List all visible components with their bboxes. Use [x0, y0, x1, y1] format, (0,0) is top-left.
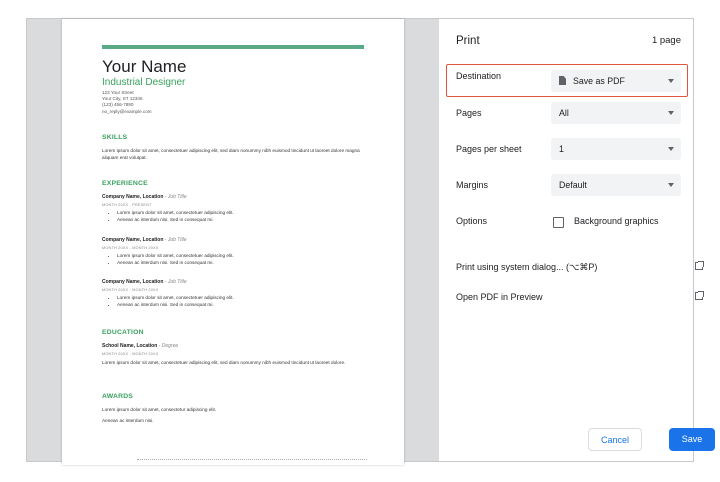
school-heading	[102, 343, 178, 349]
degree: - Degree	[157, 343, 179, 349]
resume-job-title: Industrial Designer	[102, 77, 186, 88]
pages-value: All	[559, 108, 569, 118]
job-dates: MONTH 20XX - PRESENT	[102, 203, 152, 207]
job-role: - Job Title	[163, 237, 187, 243]
chevron-down-icon	[668, 183, 674, 187]
destination-value: Save as PDF	[573, 76, 625, 86]
print-settings-panel	[439, 19, 703, 461]
print-dialog	[26, 18, 703, 462]
bullet: • Lorem ipsum dolor sit amet, consectetuer adipiscing elit.	[117, 253, 234, 260]
awards-line: Lorem ipsum dolor sit amet, consectetur adipiscing elit.	[102, 407, 217, 412]
job-company: Company Name, Location	[102, 194, 164, 200]
job-bullets	[108, 210, 234, 223]
system-dialog-link[interactable]: Print using system dialog... (⌥⌘P)	[456, 262, 598, 272]
resume-name: Your Name	[102, 57, 187, 76]
external-link-icon[interactable]	[695, 262, 703, 270]
chevron-down-icon	[668, 111, 674, 115]
external-link-icon[interactable]	[695, 292, 703, 300]
skills-heading: SKILLS	[102, 134, 128, 141]
options-label: Options	[456, 216, 488, 226]
margins-select[interactable]	[551, 174, 681, 196]
job-dates: MONTH 20XX - MONTH 20XX	[102, 288, 159, 292]
job-heading	[102, 194, 187, 200]
job-heading	[102, 237, 187, 243]
contact-street: 123 Your Street	[102, 90, 134, 95]
job-bullets	[108, 253, 234, 266]
job-bullets	[108, 295, 234, 308]
awards-line: Aenean ac interdum nisi.	[102, 418, 154, 423]
header-rule	[102, 45, 364, 49]
awards-heading: AWARDS	[102, 393, 134, 400]
print-title: Print	[456, 35, 480, 47]
cancel-button[interactable]: Cancel	[588, 428, 642, 451]
bullet: • Lorem ipsum dolor sit amet, consectetuer adipiscing elit.	[117, 210, 234, 217]
pages-per-sheet-value: 1	[559, 144, 564, 154]
preview-page	[62, 19, 404, 465]
experience-heading: EXPERIENCE	[102, 180, 148, 187]
education-heading: EDUCATION	[102, 329, 144, 336]
pages-per-sheet-label: Pages per sheet	[456, 144, 522, 154]
chevron-down-icon	[668, 147, 674, 151]
school-dates: MONTH 20XX - MONTH 20XX	[102, 352, 159, 356]
contact-phone: (123) 456-7890	[102, 102, 134, 108]
skills-text: Lorem ipsum dolor sit amet, consectetuer adipiscing elit, sed diam nonummy nibh euismod tincidunt ut laoreet dolore magna aliquam erat volutpat.	[102, 148, 360, 160]
job-role: - Job Title	[163, 279, 187, 285]
school-name: School Name, Location	[102, 343, 158, 349]
bullet: • Aenean ac interdum nisi. Sed in consequat mi.	[117, 302, 234, 309]
background-graphics-label[interactable]: Background graphics	[574, 216, 659, 226]
resume-contact	[102, 90, 152, 115]
education-text: Lorem ipsum dolor sit amet, consectetuer adipiscing elit, sed diam nonummy nibh euismod tincidunt ut laoreet dolore.	[102, 360, 346, 365]
destination-label: Destination	[456, 71, 502, 81]
bullet: • Aenean ac interdum nisi. Sed in consequat mi.	[117, 260, 234, 267]
open-pdf-preview-link[interactable]: Open PDF in Preview	[456, 292, 543, 302]
bullet: • Lorem ipsum dolor sit amet, consectetuer adipiscing elit.	[117, 295, 234, 302]
chevron-down-icon	[668, 79, 674, 83]
contact-city: Your City, ST 12345	[102, 96, 143, 102]
background-graphics-checkbox[interactable]	[553, 217, 564, 228]
destination-select[interactable]	[551, 70, 681, 92]
pages-per-sheet-select[interactable]	[551, 138, 681, 160]
page-cut-line	[137, 459, 367, 462]
job-heading	[102, 279, 187, 285]
pages-select[interactable]	[551, 102, 681, 124]
margins-label: Margins	[456, 180, 489, 190]
job-role: - Job Title	[163, 194, 187, 200]
page-count: 1 page	[651, 35, 681, 46]
job-company: Company Name, Location	[102, 237, 164, 243]
print-preview-area	[27, 19, 439, 461]
contact-email: no_reply@example.com	[102, 108, 152, 114]
job-company: Company Name, Location	[102, 279, 164, 285]
bullet: • Aenean ac interdum nisi. Sed in consequat mi.	[117, 217, 234, 224]
pages-label: Pages	[456, 108, 482, 118]
save-button[interactable]: Save	[669, 428, 715, 451]
margins-value: Default	[559, 180, 587, 190]
pdf-file-icon	[559, 76, 566, 85]
job-dates: MONTH 20XX - MONTH 20XX	[102, 246, 159, 250]
